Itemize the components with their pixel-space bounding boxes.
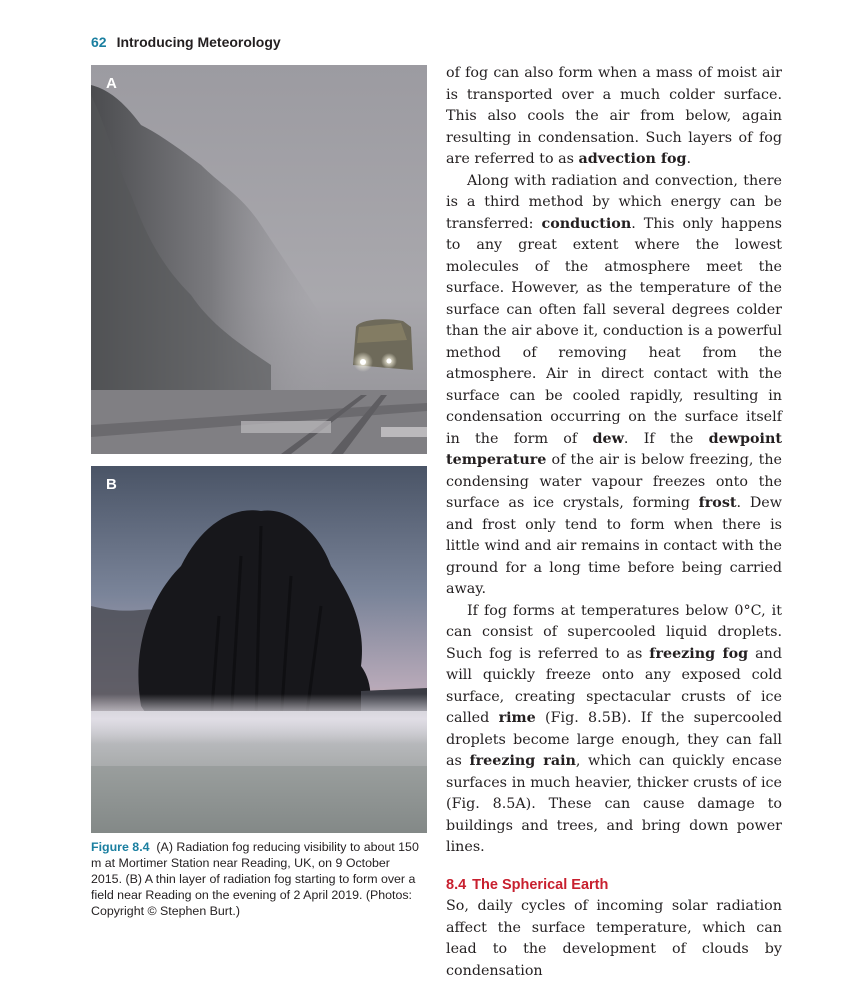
- paragraph-spherical-earth: [446, 896, 782, 982]
- figure-caption-label: Figure 8.4: [91, 840, 150, 854]
- paragraph-advection-fog: [446, 63, 782, 171]
- term-rime: rime: [498, 710, 536, 726]
- text-run: and will quickly freeze onto any exposed cold surface, creating spectacular crusts of ice called: [446, 645, 782, 726]
- section-title: The Spherical Earth: [472, 876, 609, 893]
- term-dewpoint-temperature: dewpoint temperature: [446, 430, 782, 468]
- term-advection-fog: advection fog: [578, 151, 687, 167]
- text-run: Along with radiation and convection, there is a third method by which energy can be transferred:: [446, 172, 782, 232]
- term-freezing-rain: freezing rain: [469, 753, 576, 769]
- term-conduction: conduction: [541, 215, 632, 232]
- text-run: of the air is below freezing, the condensing water vapour freezes onto the surface as ice crystals, forming: [446, 452, 782, 511]
- text-run: So, daily cycles of incoming solar radiation affect the surface temperature, which can lead to the development of clouds by condensation: [446, 898, 782, 979]
- photo-radiation-fog-field: [91, 466, 427, 833]
- photo-radiation-fog-railway: [91, 65, 427, 454]
- fog-railway-image: [91, 65, 427, 454]
- figure-caption-text: (A) Radiation fog reducing visibility to about 150 m at Mortimer Station near Reading, UK, on 9 October 2015. (B) A thin layer of radiation fog starting to form over a field near Reading on the evening of 2 April 2019. (Photos: Copyright © Stephen Burt.): [91, 840, 419, 918]
- text-run: . Dew and frost only tend to form when there is little wind and air remains in contact with the ground for a long time before being carried away.: [446, 495, 782, 597]
- text-run: (Fig. 8.5B). If the supercooled droplets become large enough, they can fall as: [446, 710, 782, 769]
- panel-label-b: B: [106, 476, 117, 493]
- text-run: . If the: [623, 430, 709, 447]
- body-text-column: [446, 63, 782, 982]
- text-run: . This only happens to any great extent where the lowest molecules of the atmosphere meet the surface. However, as the temperature of the surface can often fall several degrees colder than the air above it, conduction is a powerful method of removing heat from the atmosphere. Air in direct contact with the surface can be cooled rapidly, resulting in condensation occurring on the surface itself in the form of: [446, 215, 783, 447]
- page-number: 62: [91, 34, 107, 50]
- term-freezing-fog: freezing fog: [649, 645, 749, 662]
- panel-label-a: A: [106, 75, 117, 92]
- paragraph-freezing-fog: [446, 601, 782, 859]
- paragraph-conduction: [446, 171, 782, 601]
- section-number: 8.4: [446, 876, 467, 893]
- text-run: , which can quickly encase surfaces in much heavier, thicker crusts of ice (Fig. 8.5A). These can cause damage to buildings and trees, and bring down power lines.: [446, 753, 782, 855]
- figure-caption: [91, 839, 421, 919]
- term-frost: frost: [698, 495, 737, 511]
- section-heading: [446, 875, 782, 897]
- text-run: of fog can also form when a mass of moist air is transported over a much colder surface. This also cools the air from below, again resulting in condensation. Such layers of fog are referred to as: [446, 65, 782, 167]
- fog-field-image: [91, 466, 427, 833]
- running-head: [91, 34, 281, 50]
- text-run: If fog forms at temperatures below 0°C, it can consist of supercooled liquid droplets. Such fog is referred to as: [446, 602, 782, 662]
- book-title: Introducing Meteorology: [116, 34, 281, 50]
- term-dew: dew: [592, 430, 624, 447]
- text-run: .: [686, 151, 692, 167]
